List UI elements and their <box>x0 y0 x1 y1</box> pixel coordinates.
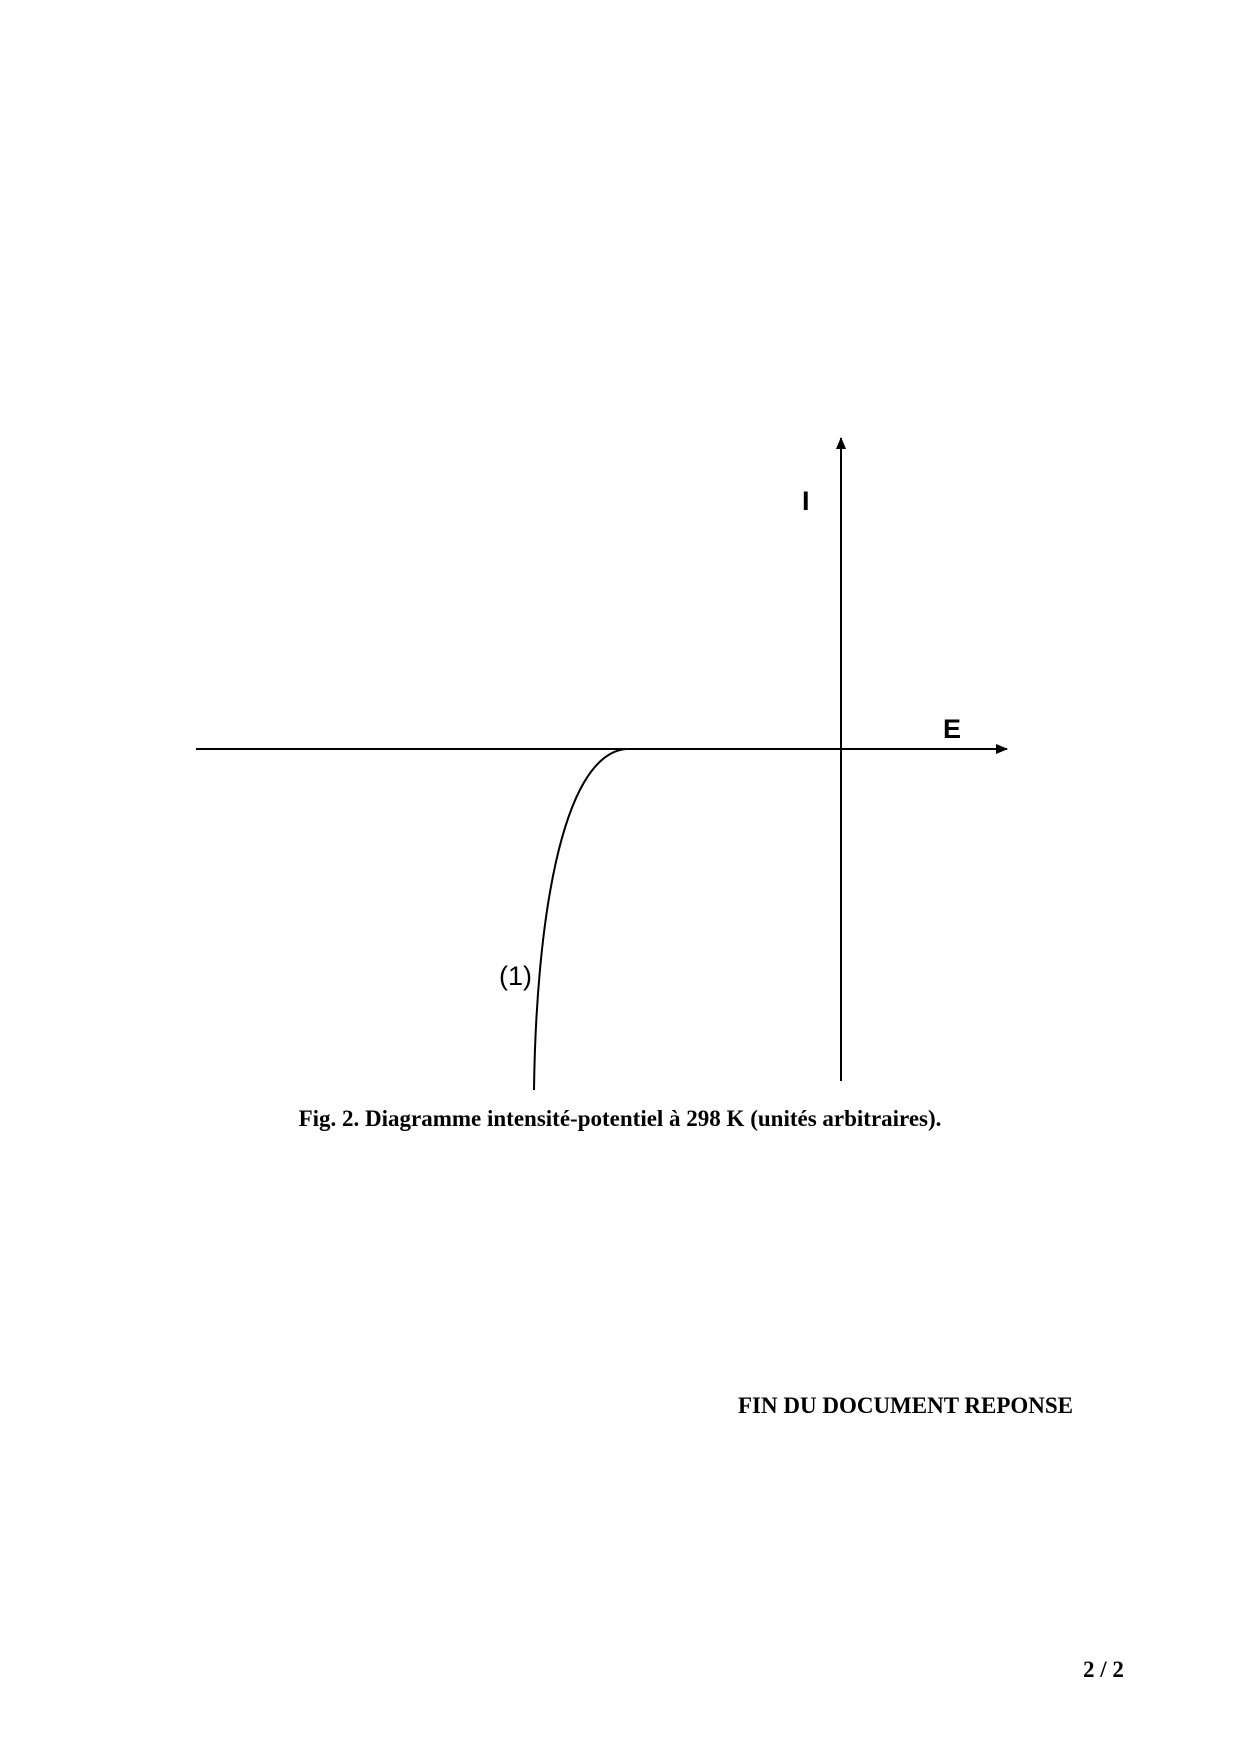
curve-1 <box>534 749 626 1090</box>
i-axis-label: I <box>802 486 810 516</box>
page-number: 2 / 2 <box>1083 1657 1124 1682</box>
e-axis-label: E <box>943 714 962 744</box>
figure-caption: Fig. 2. Diagramme intensité-potentiel à 298 K (unités arbitraires). <box>298 1106 942 1131</box>
end-of-document-note: FIN DU DOCUMENT REPONSE <box>738 1393 1074 1418</box>
curve-1-label: (1) <box>499 961 532 991</box>
